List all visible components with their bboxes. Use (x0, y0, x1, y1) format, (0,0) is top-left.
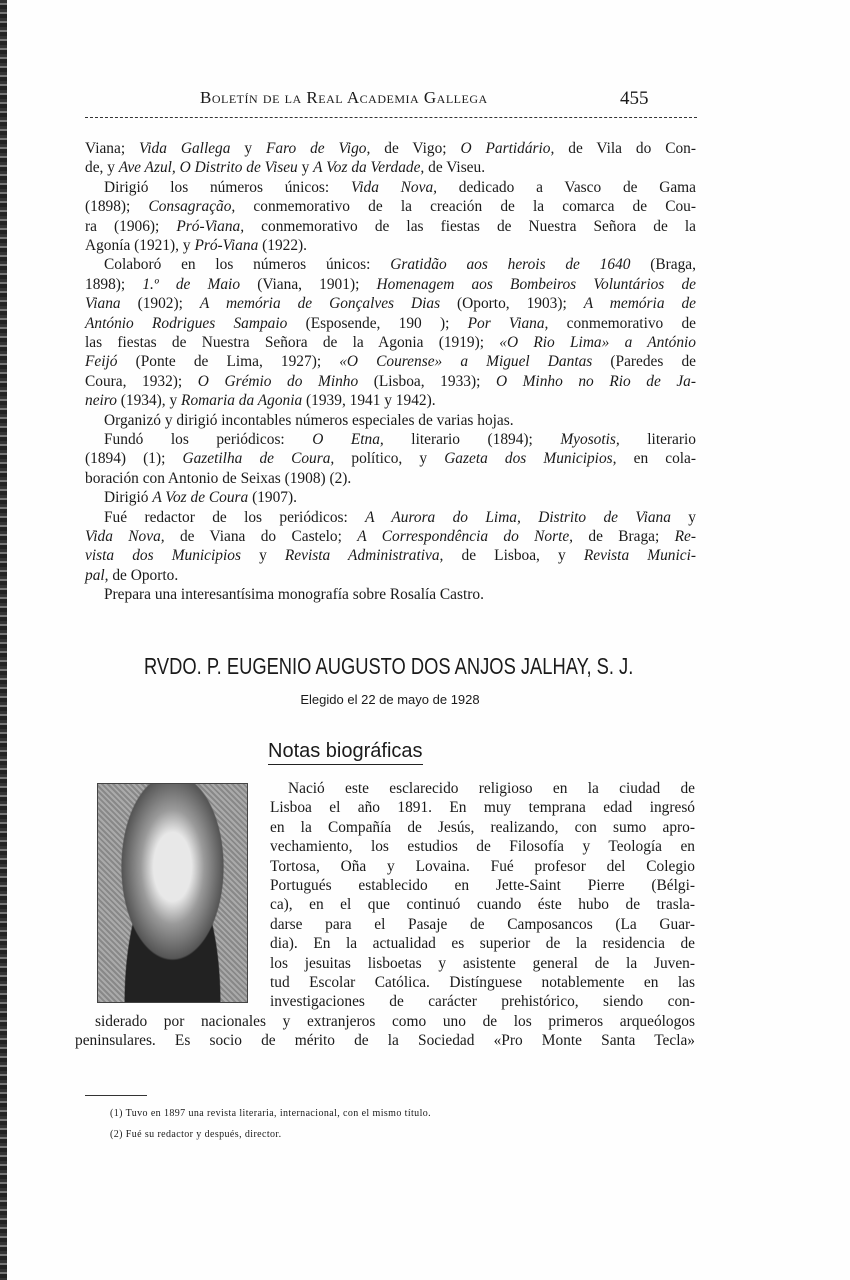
italic-title: Ave Azul, O Distrito de Viseu (118, 159, 298, 177)
italic-title: Pró-Viana (194, 237, 259, 254)
text-line (85, 294, 696, 313)
italic-title: Vida Nova, (350, 178, 437, 196)
text-line (85, 333, 696, 352)
text-line (104, 178, 696, 197)
scan-edge (0, 0, 7, 1280)
italic-title: A memória de Gonçalves Dias (199, 295, 441, 313)
italic-title: António Rodrigues Sampaio (85, 314, 288, 332)
italic-title: Pró-Viana, (176, 217, 245, 235)
text-span: conmemorativo de (548, 314, 696, 332)
bio-line: peninsulares. Es socio de mérito de la Sociedad «Pro Monte Santa Tecla» (75, 1032, 695, 1050)
header-rule (85, 117, 697, 118)
text-line (104, 585, 696, 604)
text-span: de Oporto. (108, 566, 179, 584)
text-span: y (670, 508, 697, 526)
italic-title: Faro de Vigo, (265, 140, 371, 157)
italic-title: Por Viana, (467, 314, 549, 332)
text-span: (1934), y (116, 392, 182, 410)
text-span: (Paredes de (592, 353, 696, 371)
italic-title: Re- (674, 528, 696, 545)
text-span: (1922). (258, 237, 308, 254)
bio-line: vechamiento, los estudios de Filosofía y Teología en (270, 838, 695, 856)
text-line (85, 217, 696, 236)
italic-title: Consagração, (148, 198, 236, 216)
text-span: (1894) (1); (85, 450, 183, 468)
italic-title: Revista Munici- (583, 547, 696, 565)
text-line (85, 469, 696, 488)
text-span: dedicado a Vasco de Gama (437, 178, 696, 196)
text-span: de Viseu. (424, 159, 486, 177)
italic-title: O Partidário, (460, 140, 555, 157)
bio-line: darse para el Pasaje de Camposancos (La Guar- (270, 915, 695, 933)
text-span: Fué redactor de los periódicos: (104, 508, 366, 526)
italic-title: «O Rio Lima» a António (499, 334, 696, 351)
italic-title: O Grémio do Minho (197, 372, 359, 390)
text-span: Agonía (1921), y (85, 237, 195, 254)
text-span: Colaboró en los números únicos: (104, 256, 391, 274)
text-line (85, 197, 696, 216)
italic-title: A Aurora do Lima, Distrito de Viana (365, 508, 671, 526)
text-span: Fundó los periódicos: (104, 431, 313, 448)
text-line (104, 255, 696, 274)
text-line (85, 352, 696, 371)
text-span: (Oporto, 1903); (440, 295, 584, 313)
italic-title: Feijó (85, 353, 118, 371)
bio-line: Lisboa el año 1891. En muy temprana edad ingresó (270, 799, 695, 817)
text-span: Dirigió los números únicos: (104, 178, 351, 196)
text-span: (1939, 1941 y 1942). (302, 392, 436, 410)
italic-title: O Etna, (312, 431, 384, 448)
bio-line: Nació este esclarecido religioso en la ciudad de (288, 780, 695, 797)
italic-title: A Correspondência do Norte, (357, 528, 574, 545)
italic-title: Myosotis, (560, 431, 620, 448)
bio-line: ca), en el que continuó cuando éste hubo de trasla- (270, 896, 695, 914)
italic-title: neiro (85, 392, 117, 410)
text-span: ra (1906); (85, 217, 177, 235)
text-span: Prepara una interesantísima monografía sobre Rosalía Castro. (104, 586, 484, 604)
text-line (85, 527, 696, 546)
section-subtitle: Elegido el 22 de mayo de 1928 (300, 692, 480, 707)
text-span: literario (619, 431, 696, 448)
text-span: (1907). (248, 489, 297, 507)
page-number: 455 (620, 88, 649, 109)
bio-line: Portugués establecido en Jette-Saint Pierre (Bélgi- (270, 877, 695, 894)
text-span: Organizó y dirigió incontables números especiales de varias hojas. (104, 411, 514, 429)
text-span: de Braga; (573, 528, 675, 545)
text-span: político, y (334, 450, 445, 468)
italic-title: Gazeta dos Municipios, (444, 450, 617, 468)
text-line (85, 546, 696, 565)
italic-title: Vida Nova, (85, 528, 165, 545)
bio-line: dia). En la actualidad es superior de la residencia de (270, 935, 695, 953)
italic-title: Homenagem aos Bombeiros Voluntários de (376, 275, 696, 293)
portrait-photo (97, 783, 248, 1003)
text-span: las fiestas de Nuestra Señora de la Agonia (1919); (85, 334, 500, 351)
text-span: de Lisboa, y (443, 547, 584, 565)
bio-line: tud Escolar Católica. Distínguese notablemente en las (270, 974, 695, 991)
text-span: de Viana do Castelo; (164, 528, 358, 545)
section-title: RVDO. P. EUGENIO AUGUSTO DOS ANJOS JALHAY, S. J. (144, 653, 634, 679)
bio-line: siderado por nacionales y extranjeros como uno de los primeros arqueólogos (95, 1012, 695, 1030)
running-header: Boletín de la Real Academia Gallega (200, 88, 488, 107)
italic-title: «O Courense» a Miguel Dantas (339, 353, 593, 371)
bio-line: Tortosa, Oña y Lovaina. Fué profesor del Colegio (270, 857, 695, 875)
text-span: conmemorativo de la creación de la comarca de Cou- (235, 198, 697, 216)
footnote-rule (85, 1095, 147, 1096)
italic-title: Vida Gallega (139, 140, 231, 157)
italic-title: Gazetilha de Coura, (182, 450, 335, 468)
text-span: (Braga, (630, 256, 696, 274)
text-span: (Ponte de Lima, 1927); (117, 353, 340, 371)
section-heading: Notas biográficas (268, 740, 423, 765)
text-line (104, 488, 696, 507)
italic-title: Viana (85, 295, 121, 313)
text-span: (1902); (120, 295, 200, 313)
bio-line: investigaciones de carácter prehistórico, siendo con- (270, 993, 695, 1011)
text-span: (1898); (85, 198, 149, 216)
italic-title: Gratidão aos herois de 1640 (390, 256, 631, 274)
text-span: boración con Antonio de Seixas (1908) (2). (85, 469, 352, 487)
text-line (104, 508, 696, 527)
text-span: y (230, 140, 266, 157)
text-span: Dirigió (104, 489, 153, 507)
italic-title: O Minho no Rio de Ja- (495, 372, 696, 390)
italic-title: vista dos Municipios (85, 547, 241, 565)
text-line (85, 314, 696, 333)
text-span: (Lisboa, 1933); (358, 372, 496, 390)
footnote: (2) Fué su redactor y después, director. (110, 1129, 282, 1140)
text-line (104, 411, 696, 430)
text-line (85, 275, 696, 294)
bio-line: los jesuitas lisboetas y asistente general de la Juven- (270, 954, 695, 972)
text-line (85, 566, 696, 585)
italic-title: A Voz da Verdade, (313, 159, 425, 177)
footnote: (1) Tuvo en 1897 una revista literaria, internacional, con el mismo título. (110, 1108, 432, 1119)
italic-title: Romaria da Agonia (181, 392, 303, 410)
text-span: en cola- (616, 450, 697, 468)
text-span: de, y (85, 159, 119, 177)
text-span: y (297, 159, 314, 177)
italic-title: pal, (85, 566, 109, 584)
text-span: Coura, 1932); (85, 372, 198, 390)
text-span: de Vigo; (370, 140, 461, 157)
text-span: Viana; (85, 140, 140, 157)
section-title-box (86, 652, 692, 680)
text-line (85, 236, 696, 255)
text-span: conmemorativo de las fiestas de Nuestra Señora de la (244, 217, 696, 235)
bio-line: en la Compañía de Jesús, realizando, con sumo apro- (270, 818, 695, 836)
text-span: de Vila do Con- (554, 140, 696, 157)
text-span: (Viana, 1901); (240, 275, 377, 293)
italic-title: Revista Administrativa, (284, 547, 444, 565)
text-span: 1898); (85, 275, 143, 293)
text-line (85, 449, 696, 468)
text-line (104, 430, 696, 449)
text-span: (Esposende, 190 ); (287, 314, 468, 332)
text-line (85, 372, 696, 391)
text-line (85, 158, 696, 177)
text-line (85, 391, 696, 410)
text-span: y (240, 547, 285, 565)
text-span: literario (1894); (383, 431, 561, 448)
italic-title: 1.º de Maio (142, 275, 241, 293)
text-line (85, 139, 696, 158)
italic-title: A Voz de Coura (152, 489, 249, 507)
italic-title: A memória de (583, 295, 696, 313)
